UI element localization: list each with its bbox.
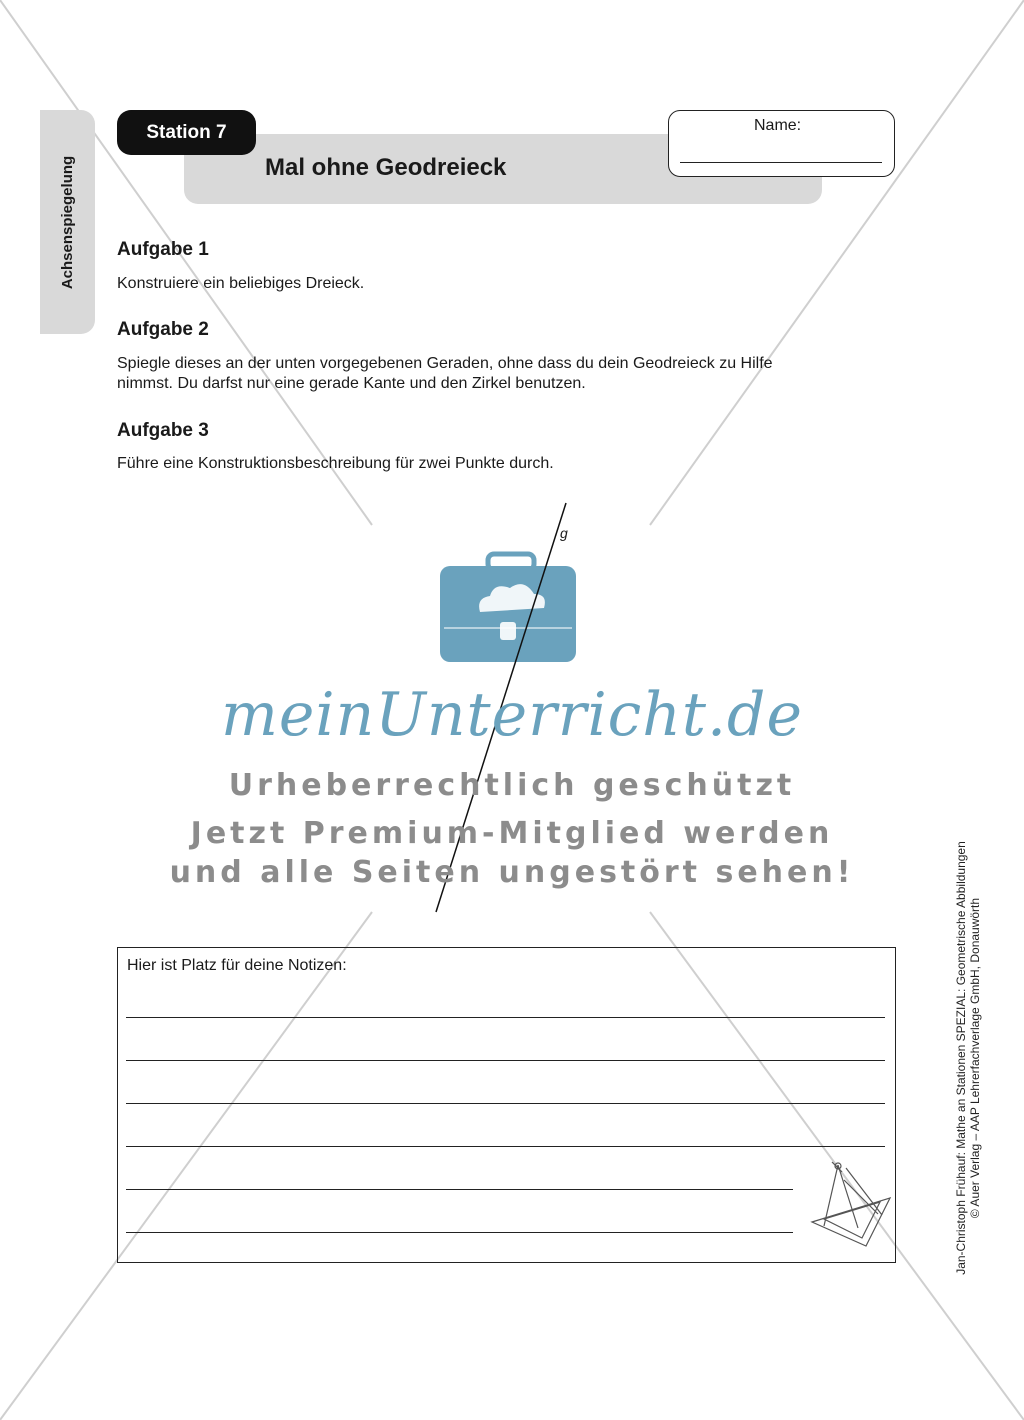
task2-heading: Aufgabe 2 — [117, 319, 209, 340]
notes-label: Hier ist Platz für deine Notizen: — [127, 957, 347, 974]
credit-line2: © Auer Verlag – AAP Lehrerfachverlage GmbH, Donauwörth — [968, 897, 982, 1219]
watermark-line1: Urheberrechtlich geschützt — [228, 768, 796, 803]
line-g-label: g — [560, 525, 568, 541]
task3-text: Führe eine Konstruktionsbeschreibung für zwei Punkte durch. — [117, 455, 554, 472]
watermark-logo-text: meinUnterricht.de — [221, 680, 803, 750]
task1-heading: Aufgabe 1 — [117, 239, 209, 260]
name-label: Name: — [754, 117, 802, 134]
task2-text-line1: Spiegle dieses an der unten vorgegebenen Geraden, ohne dass du dein Geodreieck zu Hilfe — [117, 355, 773, 372]
watermark-line3: und alle Seiten ungestört sehen! — [169, 855, 855, 890]
watermark-line2: Jetzt Premium-Mitglied werden — [190, 816, 834, 851]
task3-heading: Aufgabe 3 — [117, 420, 209, 441]
station-badge: Station 7 — [117, 110, 256, 155]
credit-line1: Jan-Christoph Frühauf: Mathe an Stationen SPEZIAL: Geometrische Abbildungen — [954, 841, 968, 1275]
task1-text: Konstruiere ein beliebiges Dreieck. — [117, 275, 365, 292]
task2-text-line2: nimmst. Du darfst nur eine gerade Kante und den Zirkel benutzen. — [117, 375, 586, 392]
side-label-text: Achsenspiegelung — [59, 155, 77, 289]
page-title: Mal ohne Geodreieck — [265, 154, 507, 181]
